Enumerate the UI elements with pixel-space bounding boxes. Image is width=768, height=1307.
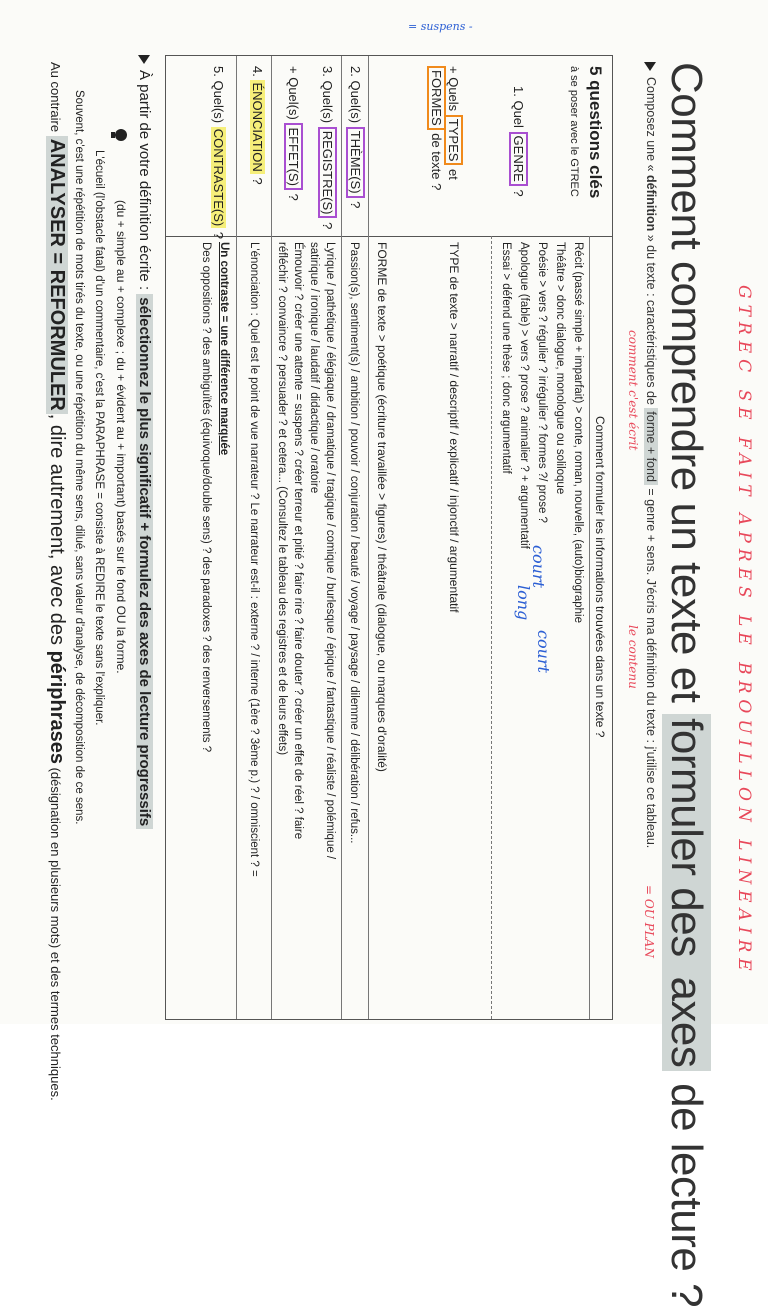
table-header-right: Comment formuler les informations trouvées dans un texte ? (593, 416, 607, 738)
analyser-reformuler: Au contraire ANALYSER = REFORMULER, dire autrement, avec des périphrases (désignation en plusieurs mots) et des termes techniques. (46, 62, 68, 1101)
contraste-definition: Un contraste = une différence marquée (218, 242, 230, 456)
registres-list-2: satirique / ironique / laudatif / didactique / oratoire (308, 242, 320, 494)
subtitle: Composez une « définition » du texte : caractéristiques de forme + fond = genre + sens. J'écris ma définition du texte : j'utilise ce tableau. (644, 62, 658, 848)
question-effets: + Quel(s) EFFET(S) ? (286, 66, 301, 201)
contraste-details: Des oppositions ? des ambiguïtés (équivoque/double sens) ? des paradoxes ? des renversements ? (200, 242, 212, 753)
handwritten-court: court (529, 545, 548, 588)
instruction-progression: (du + simple au + complexe ; du + évident au + important) basés sur le fond OU la forme. (114, 200, 128, 674)
handwritten-court-2: court (534, 630, 553, 673)
answers-column (166, 236, 612, 1019)
registres-list: Lyrique / pathétique / élégiaque / dramatique / tragique / comique / burlesque / épique / fantastique / réaliste / polémique / (324, 242, 336, 860)
table-left-title: 5 questions clés (586, 66, 605, 199)
genre-recit: Récit (passé simple + imparfait) > conte, roman, nouvelle, (auto)biographie (572, 242, 584, 623)
lightbulb-icon (108, 128, 128, 142)
text-type: TYPE de texte > narratif / descriptif / explicatif / injonctif / argumentatif (447, 242, 461, 613)
question-types-formes: + Quels TYPES et FORMES de texte ? (429, 66, 461, 191)
questions-column (166, 56, 612, 240)
page-title: Comment comprendre un texte et formuler des axes de lecture ? (662, 62, 711, 1307)
handwritten-note-top: GTREC SE FAIT APRES LE BROUILLON LINEAIRE (734, 285, 754, 977)
genre-theatre: Théâtre > donc dialogue, monologue ou soliloque (554, 242, 566, 495)
handwritten-note-contenu: le contenu (626, 625, 640, 689)
handwritten-long: long (514, 585, 533, 621)
themes-list: Passion(s), sentiment(s) / ambition / pouvoir / conjuration / beauté / voyage / paysage / dilemme / délibération / refus... (348, 242, 360, 844)
triangle-right-icon (138, 55, 150, 64)
table-left-subtitle: à se poser avec le GTREC (568, 66, 580, 197)
ecueil-paraphrase: L'écueil (l'obstacle fatal) d'un commentaire, c'est la PARAPHRASE = consiste à REDIRE le texte sans l'expliquer. (93, 150, 105, 726)
genre-poesie: Poésie > vers ? régulier ? irrégulier ? formes ?/ prose ? (536, 242, 548, 523)
question-enonciation: 4. ÉNONCIATION ? (250, 66, 265, 185)
genre-essai: Essai > défend une thèse ; donc argumentatif (500, 242, 512, 474)
genre-apologue: Apologue (fable) > vers ? prose ? animalier ? + argumentatif (518, 242, 530, 549)
triangle-right-icon (644, 62, 656, 71)
gtrec-table (165, 55, 613, 1020)
ecueil-repetition: Souvent, c'est une répétition de mots tirés du texte, ou une répétition du même sens, dilué, sans valeur d'analyse, de décomposition de ce sens. (73, 90, 85, 825)
effets-list-2: réfléchir ? convaincre ? persuader ? et cetera... (Consultez le tableau des registres et de leurs effets) (276, 242, 288, 756)
instruction-axes: À partir de votre définition écrite : sélectionnez le plus significatif + formulez des axes de lecture progressifs (136, 55, 153, 829)
enonciation-text: L'énonciation : Quel est le point de vue narrateur ? Le narrateur est-il : externe ? / interne (1ère ? 3ème p.) ? / omniscient ? = (248, 242, 260, 877)
handwritten-side-note: = suspens - (408, 20, 473, 33)
question-themes: 2. Quel(s) THÈME(S) ? (348, 66, 363, 209)
question-contrastes: 5. Quel(s) CONTRASTE(S) ? (211, 66, 226, 240)
handwritten-note-plan: = OU PLAN (642, 885, 656, 958)
handwritten-note-comment: comment c'est écrit (626, 330, 640, 451)
text-forme: FORME de texte > poétique (écriture travaillée > figures) / théâtrale (dialogue, ou marques d'oralité) (375, 242, 389, 772)
question-registres: 3. Quel(s) REGISTRE(S) ? (320, 66, 335, 230)
effets-list: Émouvoir ? créer une attente = suspens ? créer terreur et pitié ? faire rire ? faire douter ? créer un effet de réel ? faire (292, 242, 304, 840)
question-genre: 1. Quel GENRE ? (511, 86, 526, 197)
